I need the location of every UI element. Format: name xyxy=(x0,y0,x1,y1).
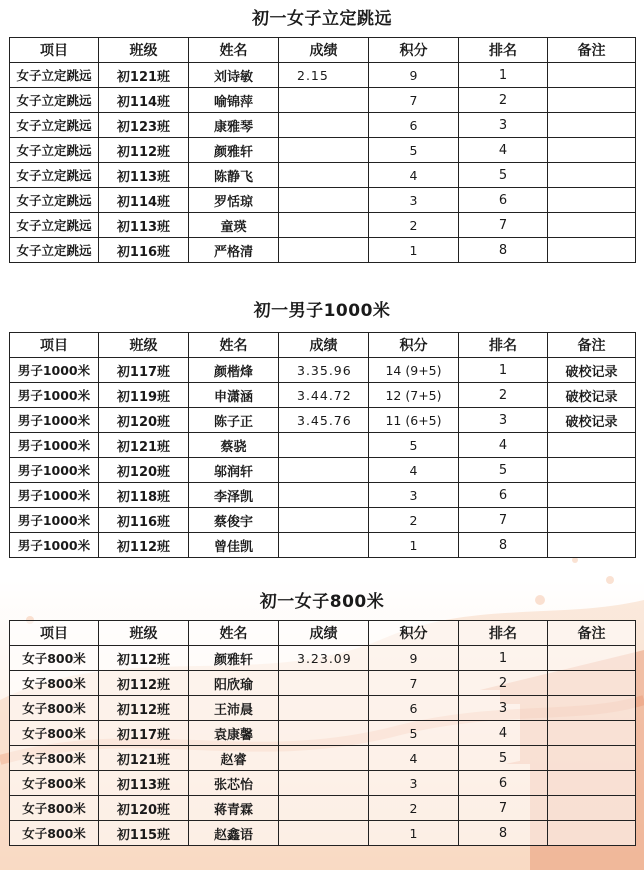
column-header: 积分 xyxy=(369,38,459,63)
column-header: 成绩 xyxy=(279,333,369,358)
cell-rank: 3 xyxy=(459,696,548,721)
cell-score: 3.23.09 xyxy=(279,646,369,671)
cell-rank: 4 xyxy=(459,433,548,458)
column-header: 成绩 xyxy=(279,621,369,646)
cell-points: 5 xyxy=(369,138,459,163)
cell-points: 1 xyxy=(369,821,459,846)
cell-class: 初112班 xyxy=(99,696,189,721)
column-header: 备注 xyxy=(548,621,636,646)
column-header: 姓名 xyxy=(189,621,279,646)
table-row xyxy=(10,163,636,188)
cell-item: 男子1000米 xyxy=(10,358,99,383)
table-row xyxy=(10,213,636,238)
cell-score: 3.45.76 xyxy=(279,408,369,433)
cell-rank: 8 xyxy=(459,238,548,263)
cell-class: 初114班 xyxy=(99,88,189,113)
table-row xyxy=(10,721,636,746)
cell-remark xyxy=(548,483,636,508)
cell-class: 初121班 xyxy=(99,63,189,88)
cell-class: 初120班 xyxy=(99,458,189,483)
cell-name: 张芯怡 xyxy=(189,771,279,796)
cell-class: 初119班 xyxy=(99,383,189,408)
column-header: 项目 xyxy=(10,333,99,358)
cell-score xyxy=(279,721,369,746)
cell-score xyxy=(279,533,369,558)
cell-class: 初121班 xyxy=(99,433,189,458)
cell-class: 初118班 xyxy=(99,483,189,508)
table-row xyxy=(10,433,636,458)
cell-score xyxy=(279,671,369,696)
cell-points: 4 xyxy=(369,746,459,771)
cell-rank: 1 xyxy=(459,646,548,671)
cell-remark xyxy=(548,646,636,671)
cell-points: 7 xyxy=(369,88,459,113)
cell-rank: 3 xyxy=(459,113,548,138)
cell-points: 4 xyxy=(369,163,459,188)
cell-score xyxy=(279,771,369,796)
header-row xyxy=(10,38,636,63)
cell-name: 陈子正 xyxy=(189,408,279,433)
cell-class: 初116班 xyxy=(99,508,189,533)
cell-item: 女子立定跳远 xyxy=(10,213,99,238)
results-table xyxy=(9,620,636,846)
cell-name: 康雅琴 xyxy=(189,113,279,138)
cell-class: 初117班 xyxy=(99,721,189,746)
cell-score xyxy=(279,696,369,721)
section-title: 初一女子立定跳远 xyxy=(252,9,392,29)
cell-class: 初114班 xyxy=(99,188,189,213)
cell-points: 9 xyxy=(369,63,459,88)
column-header: 排名 xyxy=(459,38,548,63)
cell-rank: 4 xyxy=(459,721,548,746)
cell-rank: 4 xyxy=(459,138,548,163)
cell-score xyxy=(279,433,369,458)
cell-points: 12 (7+5) xyxy=(369,383,459,408)
cell-score xyxy=(279,113,369,138)
cell-score xyxy=(279,88,369,113)
cell-points: 2 xyxy=(369,796,459,821)
column-header: 成绩 xyxy=(279,38,369,63)
cell-score xyxy=(279,213,369,238)
cell-rank: 3 xyxy=(459,408,548,433)
cell-item: 男子1000米 xyxy=(10,483,99,508)
cell-rank: 6 xyxy=(459,771,548,796)
cell-remark xyxy=(548,796,636,821)
column-header: 班级 xyxy=(99,333,189,358)
cell-item: 男子1000米 xyxy=(10,508,99,533)
cell-remark xyxy=(548,458,636,483)
column-header: 积分 xyxy=(369,333,459,358)
section-title: 初一女子800米 xyxy=(259,592,385,612)
cell-rank: 8 xyxy=(459,533,548,558)
cell-score xyxy=(279,238,369,263)
cell-class: 初112班 xyxy=(99,533,189,558)
column-header: 项目 xyxy=(10,621,99,646)
cell-name: 颜楷烽 xyxy=(189,358,279,383)
cell-class: 初112班 xyxy=(99,646,189,671)
cell-name: 陈静飞 xyxy=(189,163,279,188)
column-header: 班级 xyxy=(99,621,189,646)
cell-rank: 8 xyxy=(459,821,548,846)
cell-rank: 5 xyxy=(459,458,548,483)
cell-name: 袁康馨 xyxy=(189,721,279,746)
cell-name: 李泽凯 xyxy=(189,483,279,508)
cell-score: 3.44.72 xyxy=(279,383,369,408)
cell-class: 初113班 xyxy=(99,163,189,188)
cell-points: 4 xyxy=(369,458,459,483)
cell-score xyxy=(279,746,369,771)
cell-name: 赵睿 xyxy=(189,746,279,771)
column-header: 排名 xyxy=(459,621,548,646)
cell-name: 蔡俊宇 xyxy=(189,508,279,533)
cell-name: 颜雅轩 xyxy=(189,646,279,671)
table-row xyxy=(10,696,636,721)
column-header: 项目 xyxy=(10,38,99,63)
cell-score xyxy=(279,163,369,188)
cell-score xyxy=(279,188,369,213)
cell-points: 1 xyxy=(369,533,459,558)
cell-name: 王沛晨 xyxy=(189,696,279,721)
table-row xyxy=(10,533,636,558)
cell-remark: 破校记录 xyxy=(548,408,636,433)
cell-rank: 2 xyxy=(459,383,548,408)
cell-points: 2 xyxy=(369,213,459,238)
cell-remark xyxy=(548,138,636,163)
cell-score xyxy=(279,483,369,508)
cell-item: 女子800米 xyxy=(10,796,99,821)
cell-class: 初112班 xyxy=(99,138,189,163)
cell-rank: 1 xyxy=(459,358,548,383)
cell-remark xyxy=(548,533,636,558)
cell-class: 初116班 xyxy=(99,238,189,263)
cell-item: 女子800米 xyxy=(10,646,99,671)
cell-item: 男子1000米 xyxy=(10,458,99,483)
cell-class: 初113班 xyxy=(99,771,189,796)
table-row xyxy=(10,383,636,408)
cell-rank: 2 xyxy=(459,88,548,113)
cell-name: 罗恬琼 xyxy=(189,188,279,213)
header-row xyxy=(10,333,636,358)
cell-name: 蒋青霖 xyxy=(189,796,279,821)
cell-remark xyxy=(548,433,636,458)
cell-score: 3.35.96 xyxy=(279,358,369,383)
cell-remark xyxy=(548,188,636,213)
cell-item: 女子800米 xyxy=(10,746,99,771)
cell-score xyxy=(279,796,369,821)
cell-score xyxy=(279,821,369,846)
cell-remark xyxy=(548,508,636,533)
cell-remark xyxy=(548,113,636,138)
table-row xyxy=(10,408,636,433)
cell-class: 初120班 xyxy=(99,408,189,433)
cell-points: 3 xyxy=(369,771,459,796)
cell-item: 女子800米 xyxy=(10,696,99,721)
table-row xyxy=(10,188,636,213)
column-header: 积分 xyxy=(369,621,459,646)
cell-remark xyxy=(548,63,636,88)
cell-remark xyxy=(548,821,636,846)
cell-rank: 7 xyxy=(459,796,548,821)
cell-points: 11 (6+5) xyxy=(369,408,459,433)
cell-score xyxy=(279,458,369,483)
cell-remark xyxy=(548,671,636,696)
table-row xyxy=(10,88,636,113)
cell-name: 喻锦萍 xyxy=(189,88,279,113)
table-row xyxy=(10,358,636,383)
cell-item: 女子800米 xyxy=(10,721,99,746)
cell-remark xyxy=(548,746,636,771)
column-header: 备注 xyxy=(548,333,636,358)
cell-class: 初123班 xyxy=(99,113,189,138)
cell-rank: 7 xyxy=(459,508,548,533)
cell-item: 女子立定跳远 xyxy=(10,238,99,263)
cell-points: 9 xyxy=(369,646,459,671)
cell-score xyxy=(279,138,369,163)
table-row xyxy=(10,483,636,508)
cell-item: 女子800米 xyxy=(10,821,99,846)
table-row xyxy=(10,771,636,796)
cell-rank: 5 xyxy=(459,163,548,188)
table-row xyxy=(10,671,636,696)
cell-class: 初117班 xyxy=(99,358,189,383)
cell-score: 2.15 xyxy=(279,63,369,88)
cell-remark xyxy=(548,213,636,238)
cell-points: 3 xyxy=(369,483,459,508)
cell-name: 颜雅轩 xyxy=(189,138,279,163)
column-header: 班级 xyxy=(99,38,189,63)
cell-name: 蔡骁 xyxy=(189,433,279,458)
cell-item: 女子立定跳远 xyxy=(10,113,99,138)
cell-item: 女子立定跳远 xyxy=(10,163,99,188)
table-row xyxy=(10,508,636,533)
table-row xyxy=(10,796,636,821)
cell-remark xyxy=(548,238,636,263)
cell-name: 申潇涵 xyxy=(189,383,279,408)
cell-points: 5 xyxy=(369,721,459,746)
cell-name: 童瑛 xyxy=(189,213,279,238)
cell-points: 5 xyxy=(369,433,459,458)
cell-remark: 破校记录 xyxy=(548,383,636,408)
cell-item: 男子1000米 xyxy=(10,433,99,458)
cell-item: 女子立定跳远 xyxy=(10,138,99,163)
cell-remark xyxy=(548,88,636,113)
cell-remark xyxy=(548,163,636,188)
table-row xyxy=(10,646,636,671)
table-row xyxy=(10,238,636,263)
cell-item: 女子立定跳远 xyxy=(10,188,99,213)
cell-item: 男子1000米 xyxy=(10,383,99,408)
cell-rank: 2 xyxy=(459,671,548,696)
cell-name: 曾佳凯 xyxy=(189,533,279,558)
cell-name: 阳欣瑜 xyxy=(189,671,279,696)
table-row xyxy=(10,63,636,88)
cell-points: 6 xyxy=(369,113,459,138)
cell-name: 刘诗敏 xyxy=(189,63,279,88)
cell-item: 女子800米 xyxy=(10,671,99,696)
table-row xyxy=(10,746,636,771)
cell-item: 女子立定跳远 xyxy=(10,88,99,113)
cell-rank: 6 xyxy=(459,483,548,508)
results-table xyxy=(9,332,636,558)
table-row xyxy=(10,138,636,163)
cell-points: 14 (9+5) xyxy=(369,358,459,383)
table-row xyxy=(10,821,636,846)
table-row xyxy=(10,458,636,483)
cell-item: 男子1000米 xyxy=(10,533,99,558)
cell-name: 严格清 xyxy=(189,238,279,263)
cell-remark xyxy=(548,721,636,746)
cell-item: 女子立定跳远 xyxy=(10,63,99,88)
cell-item: 男子1000米 xyxy=(10,408,99,433)
cell-points: 2 xyxy=(369,508,459,533)
cell-remark xyxy=(548,696,636,721)
section-title: 初一男子1000米 xyxy=(253,301,391,321)
cell-remark: 破校记录 xyxy=(548,358,636,383)
cell-class: 初112班 xyxy=(99,671,189,696)
cell-item: 女子800米 xyxy=(10,771,99,796)
cell-class: 初115班 xyxy=(99,821,189,846)
cell-name: 赵鑫语 xyxy=(189,821,279,846)
column-header: 姓名 xyxy=(189,333,279,358)
cell-name: 邬润轩 xyxy=(189,458,279,483)
results-table xyxy=(9,37,636,263)
cell-points: 1 xyxy=(369,238,459,263)
cell-remark xyxy=(548,771,636,796)
column-header: 姓名 xyxy=(189,38,279,63)
column-header: 排名 xyxy=(459,333,548,358)
cell-points: 6 xyxy=(369,696,459,721)
cell-class: 初121班 xyxy=(99,746,189,771)
cell-rank: 1 xyxy=(459,63,548,88)
cell-points: 3 xyxy=(369,188,459,213)
cell-class: 初113班 xyxy=(99,213,189,238)
cell-rank: 5 xyxy=(459,746,548,771)
cell-class: 初120班 xyxy=(99,796,189,821)
column-header: 备注 xyxy=(548,38,636,63)
cell-points: 7 xyxy=(369,671,459,696)
header-row xyxy=(10,621,636,646)
cell-rank: 6 xyxy=(459,188,548,213)
cell-rank: 7 xyxy=(459,213,548,238)
table-row xyxy=(10,113,636,138)
cell-score xyxy=(279,508,369,533)
